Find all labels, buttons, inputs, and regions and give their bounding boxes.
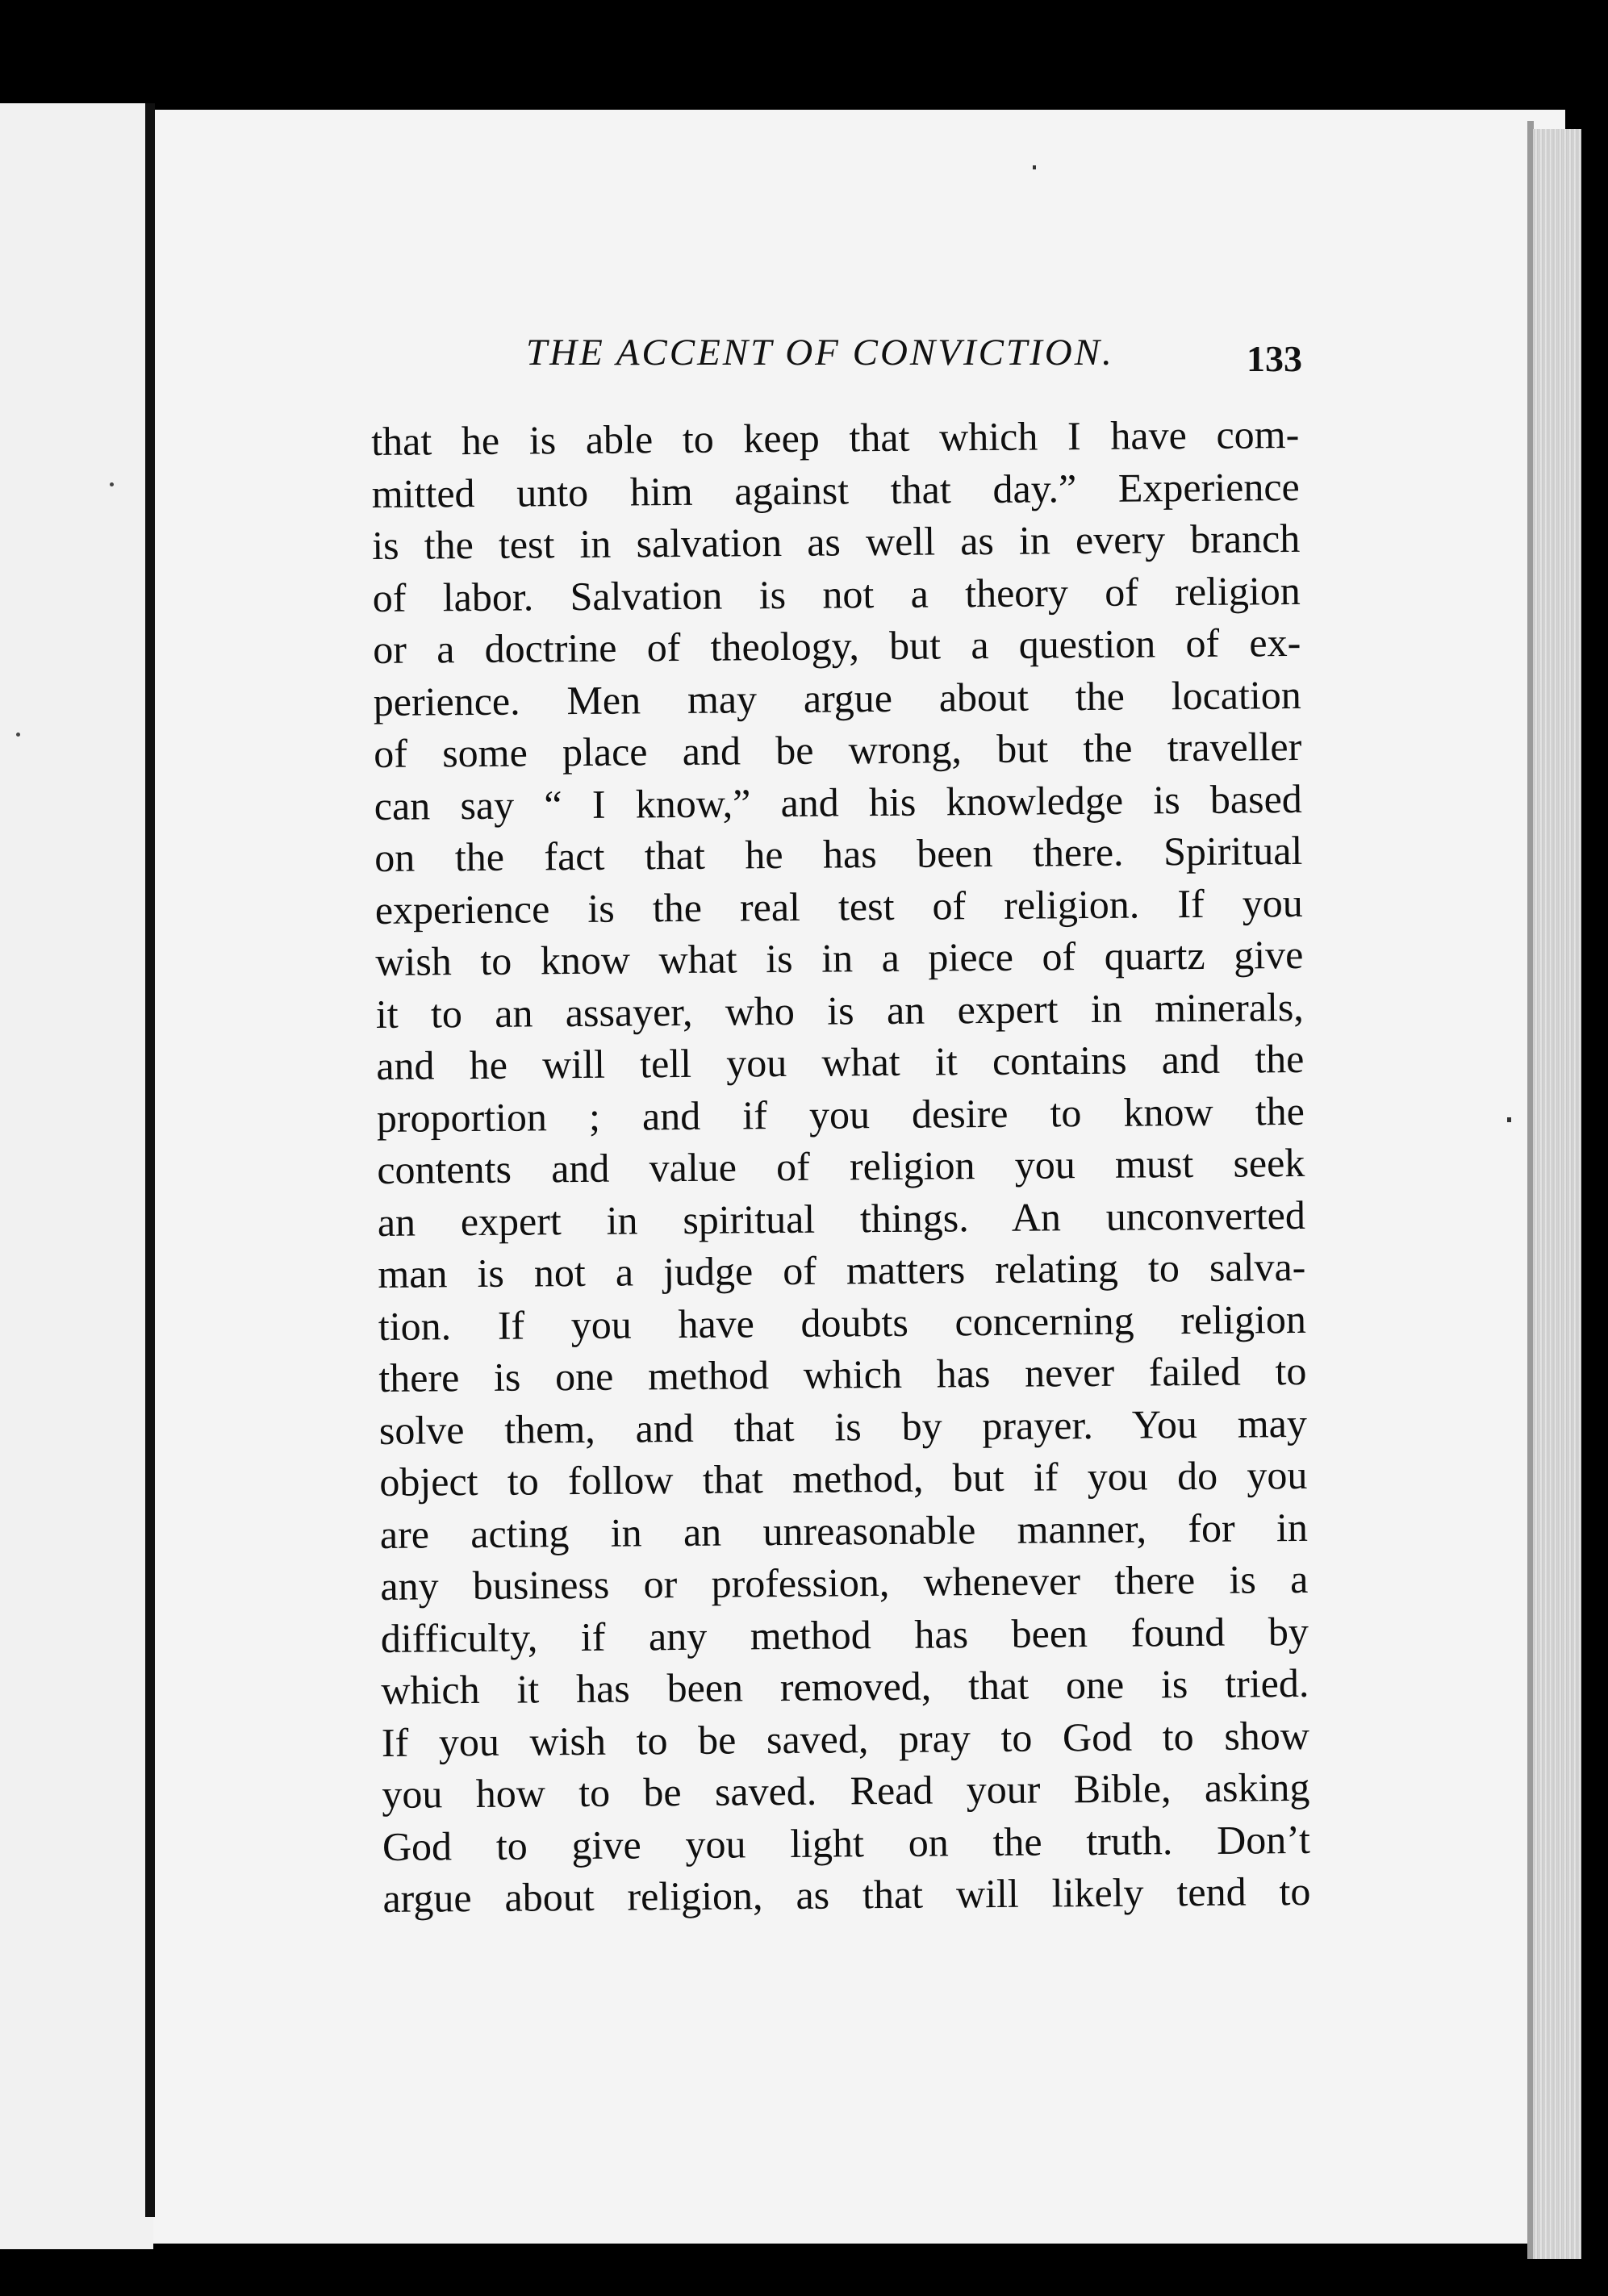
speck — [110, 482, 114, 486]
text-line: of labor. Salvation is not a theory of religion — [372, 567, 1301, 620]
text-line: any business or profession, whenever there is a — [380, 1555, 1309, 1609]
speck — [1033, 165, 1036, 169]
text-line: If you wish to be saved, pray to God to show — [381, 1712, 1310, 1765]
text-line: solve them, and that is by prayer. You may — [378, 1400, 1308, 1453]
text-line: on the fact that he has been there. Spiritual — [374, 827, 1303, 880]
text-line: and he will tell you what it contains and the — [376, 1035, 1305, 1088]
text-line: argue about religion, as that will likely tend to — [382, 1868, 1311, 1921]
page-number: 133 — [1247, 338, 1302, 379]
body-text — [371, 408, 1311, 1924]
text-line: difficulty, if any method has been found by — [380, 1608, 1309, 1661]
text-line: which it has been removed, that one is tried. — [381, 1659, 1309, 1713]
text-line: that he is able to keep that which I have com- — [371, 411, 1300, 464]
text-line: wish to know what is in a piece of quartz give — [375, 931, 1304, 984]
text-line: experience is the real test of religion. If you — [374, 879, 1303, 933]
text-line: proportion ; and if you desire to know the — [376, 1087, 1305, 1141]
text-line: of some place and be wrong, but the traveller — [374, 723, 1302, 776]
text-line: it to an assayer, who is an expert in minerals, — [375, 983, 1305, 1037]
speck — [1507, 1117, 1511, 1122]
speck — [16, 733, 20, 737]
text-line: God to give you light on the truth. Don’t — [382, 1816, 1311, 1869]
text-line: an expert in spiritual things. An unconverted — [377, 1192, 1306, 1245]
text-line: mitted unto him against that day.” Experience — [371, 463, 1300, 516]
facing-page-edge — [0, 103, 153, 2249]
running-title: THE ACCENT OF CONVICTION. — [526, 332, 1114, 374]
text-line: perience. Men may argue about the location — [373, 671, 1301, 724]
text-line: object to follow that method, but if you do you — [379, 1451, 1308, 1505]
text-line: man is not a judge of matters relating to salva- — [378, 1243, 1306, 1296]
text-line: contents and value of religion you must seek — [377, 1139, 1305, 1192]
fore-edge — [1533, 129, 1581, 2259]
text-line: can say “ I know,” and his knowledge is based — [374, 775, 1302, 829]
text-line: are acting in an unreasonable manner, for in — [379, 1504, 1309, 1557]
gutter-rule — [145, 103, 155, 2217]
text-line: is the test in salvation as well as in every branch — [372, 515, 1301, 568]
text-line: tion. If you have doubts concerning religion — [378, 1296, 1307, 1349]
text-line: or a doctrine of theology, but a question of ex- — [373, 619, 1301, 672]
text-line: there is one method which has never failed to — [378, 1347, 1307, 1401]
text-line: you how to be saved. Read your Bible, asking — [382, 1764, 1310, 1817]
